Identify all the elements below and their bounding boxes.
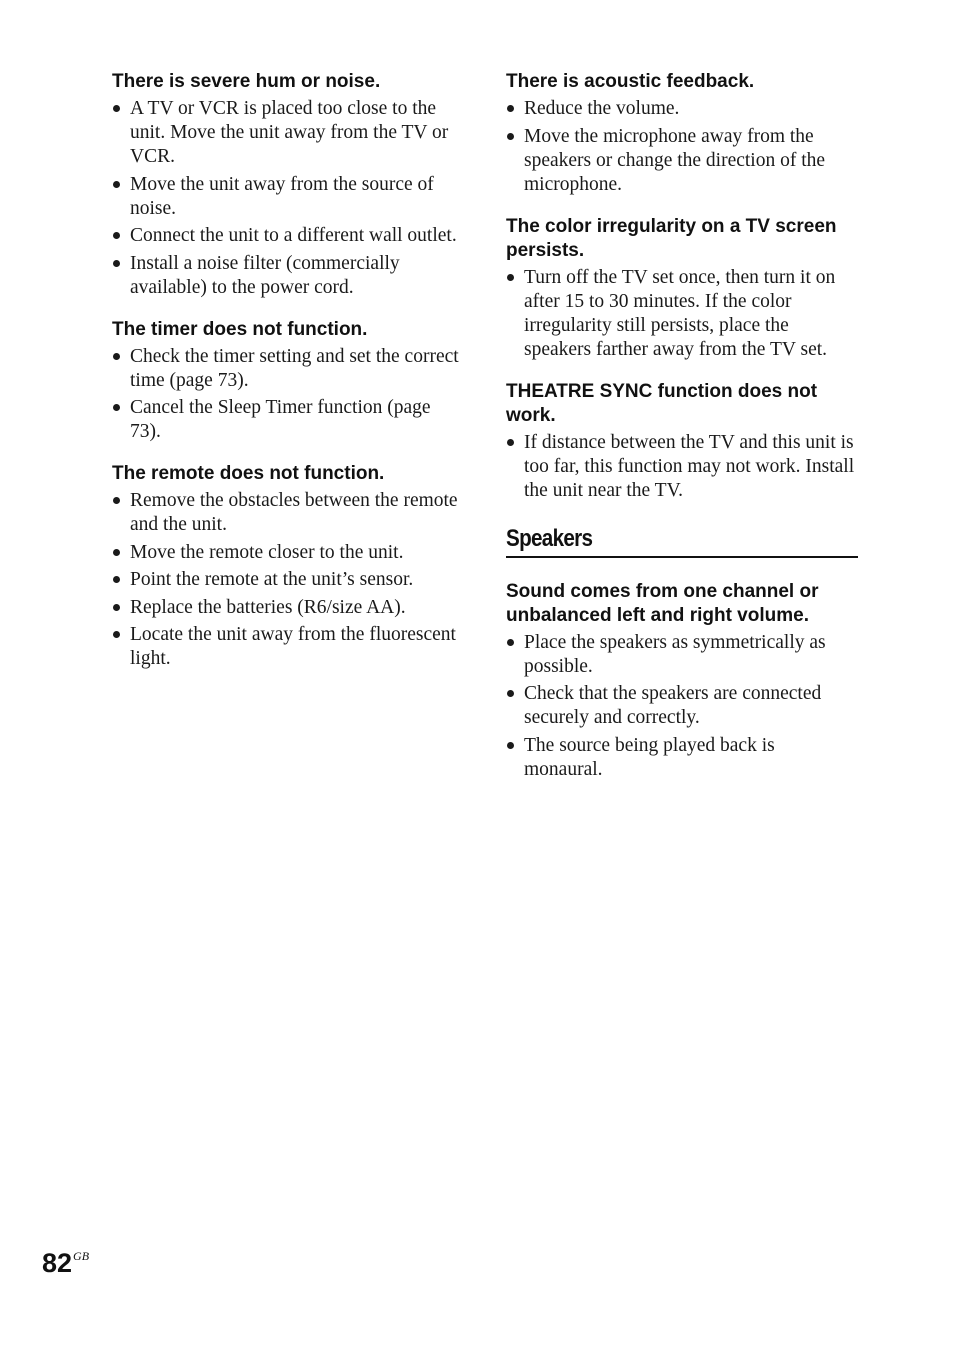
bullet-icon (507, 439, 514, 446)
bullet-icon (113, 631, 120, 638)
bullet-icon (113, 404, 120, 411)
list-item: Place the speakers as symmetrically as possible. (506, 631, 858, 679)
topic-heading: The remote does not function. (112, 463, 385, 484)
list-item: Cancel the Sleep Timer function (page 73). (112, 396, 464, 444)
bullet-icon (507, 105, 514, 112)
bullet-icon (113, 353, 120, 360)
list-item: Move the microphone away from the speakers or change the direction of the microphone. (506, 125, 858, 197)
list-item: Turn off the TV set once, then turn it on after 15 to 30 minutes. If the color irregularity still persists, place the speakers farther away from the TV set. (506, 266, 858, 362)
bullet-icon (113, 181, 120, 188)
bullet-icon (113, 105, 120, 112)
list-item: Point the remote at the unit’s sensor. (112, 568, 464, 592)
list-item: Reduce the volume. (506, 97, 858, 121)
page-number-suffix: GB (73, 1249, 90, 1263)
right-column (506, 70, 858, 800)
bullet-list (112, 97, 464, 300)
bullet-icon (113, 497, 120, 504)
section-header-speakers (506, 525, 858, 558)
bullet-list (112, 489, 464, 671)
bullet-icon (113, 549, 120, 556)
bullet-icon (113, 576, 120, 583)
bullet-list (506, 431, 858, 503)
topic-theatre-sync (506, 380, 858, 503)
list-item: Check the timer setting and set the correct time (page 73). (112, 345, 464, 393)
list-item: Remove the obstacles between the remote and the unit. (112, 489, 464, 537)
topic-sound-one-channel (506, 580, 858, 782)
left-column (112, 70, 464, 689)
page-number-value: 82 (42, 1248, 73, 1278)
topic-heading: There is severe hum or noise. (112, 71, 381, 92)
topic-color-irregularity (506, 215, 858, 362)
section-title: Speakers (506, 524, 593, 552)
bullet-icon (113, 604, 120, 611)
bullet-list (506, 631, 858, 782)
list-item: If distance between the TV and this unit is too far, this function may not work. Install the unit near the TV. (506, 431, 858, 503)
topic-heading: THEATRE SYNC function does not work. (506, 380, 818, 426)
page-number (42, 1248, 89, 1279)
list-item: A TV or VCR is placed too close to the unit. Move the unit away from the TV or VCR. (112, 97, 464, 169)
list-item: Move the remote closer to the unit. (112, 541, 464, 565)
topic-heading: The timer does not function. (112, 318, 368, 340)
bullet-icon (113, 260, 120, 267)
bullet-list (506, 266, 858, 362)
topic-remote (112, 462, 464, 671)
list-item: Replace the batteries (R6/size AA). (112, 596, 464, 620)
bullet-list (506, 97, 858, 197)
list-item: Connect the unit to a different wall outlet. (112, 224, 464, 248)
bullet-icon (507, 690, 514, 697)
bullet-icon (507, 639, 514, 646)
topic-heading: The color irregularity on a TV screen persists. (506, 215, 837, 261)
bullet-icon (113, 232, 120, 239)
topic-heading: There is acoustic feedback. (506, 71, 755, 92)
list-item: Check that the speakers are connected securely and correctly. (506, 682, 858, 730)
topic-heading: Sound comes from one channel or unbalanced left and right volume. (506, 580, 819, 626)
topic-timer (112, 318, 464, 445)
bullet-icon (507, 133, 514, 140)
topic-acoustic-feedback (506, 70, 858, 197)
bullet-icon (507, 742, 514, 749)
topic-severe-hum (112, 70, 464, 300)
list-item: The source being played back is monaural. (506, 734, 858, 782)
list-item: Install a noise filter (commercially available) to the power cord. (112, 252, 464, 300)
bullet-icon (507, 274, 514, 281)
list-item: Move the unit away from the source of noise. (112, 173, 464, 221)
list-item: Locate the unit away from the fluorescent light. (112, 623, 464, 671)
bullet-list (112, 345, 464, 445)
